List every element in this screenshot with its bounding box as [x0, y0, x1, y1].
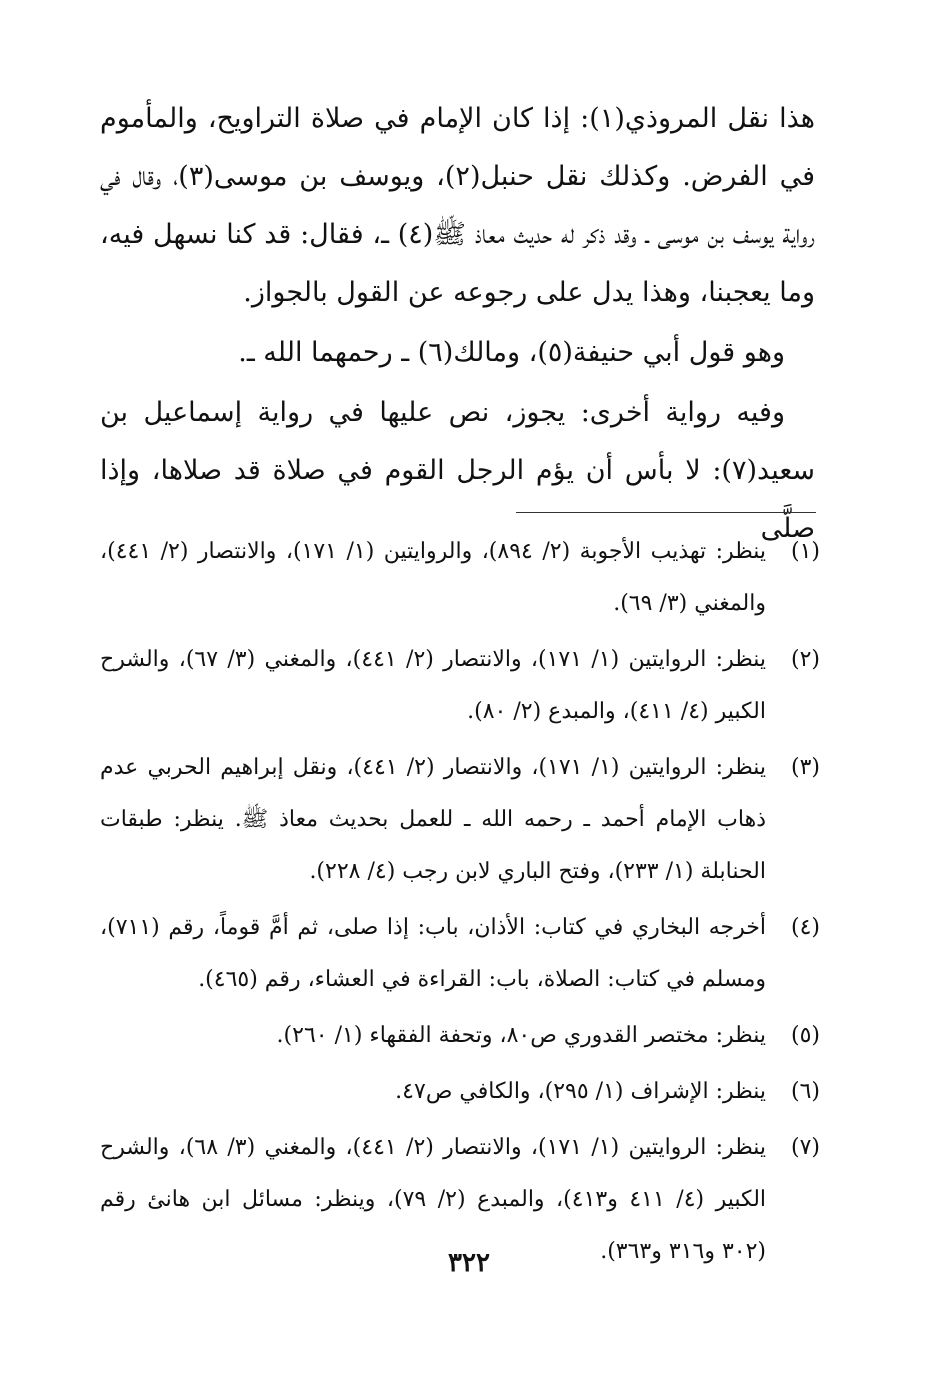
footnote-6: [100, 1066, 820, 1118]
footnote-number: (٤): [790, 915, 820, 940]
footnote-text: ينظر: الروايتين (١/ ١٧١)، والانتصار (٢/ ٤٤١)، والمغني (٣/ ٦٧)، والشرح الكبير (٤/ ٤١١)، والمبدع (٢/ ٨٠).: [100, 647, 767, 724]
footnote-number: (٧): [790, 1135, 820, 1160]
footnote-text: أخرجه البخاري في كتاب: الأذان، باب: إذا صلى، ثم أمَّ قوماً، رقم (٧١١)، ومسلم في كتاب: الصلاة، باب: القراءة في العشاء، رقم (٤٦٥).: [100, 915, 766, 992]
footnote-number: (٢): [790, 647, 820, 672]
footnote-2: [100, 634, 820, 738]
paragraph-1: هذا نقل المروذي(١): إذا كان الإمام في صلاة التراويح، والمأموم في الفرض. وكذلك نقل حنبل(٢)، ويوسف بن موسى(٣)، وقال في رواية يوسف بن موسى ـ وقد ذكر له حديث معاذ ﷺ(٤) ـ، فقال: قد كنا نسهل فيه، وما يعجبنا، وهذا يدل على رجوعه عن القول بالجواز.: [100, 103, 815, 308]
paragraph-3: وفيه رواية أخرى: يجوز، نص عليها في رواية إسماعيل بن سعيد(٧): لا بأس أن يؤم الرجل القوم في صلاة قد صلاها، وإذا صلَّى: [100, 397, 815, 544]
paragraph-2: وهو قول أبي حنيفة(٥)، ومالك(٦) ـ رحمهما الله ـ.: [238, 337, 785, 368]
footnote-4: [100, 902, 820, 1006]
footnote-3: [100, 742, 820, 898]
footnote-text: ينظر: الروايتين (١/ ١٧١)، والانتصار (٢/ ٤٤١)، ونقل إبراهيم الحربي عدم ذهاب الإمام أحمد ـ رحمه الله ـ للعمل بحديث معاذ ﷺ. ينظر: طبقات الحنابلة (١/ ٢٣٣)، وفتح الباري لابن رجب (٤/ ٢٢٨).: [100, 755, 767, 884]
footnote-text: ينظر: مختصر القدوري ص٨٠، وتحفة الفقهاء (١/ ٢٦٠).: [276, 1023, 766, 1048]
footnote-number: (٦): [790, 1079, 820, 1104]
footnote-5: [100, 1010, 820, 1062]
footnotes: [100, 526, 820, 1282]
footnote-number: (٥): [790, 1023, 820, 1048]
footnote-separator: [516, 512, 816, 513]
footnote-text: ينظر: الروايتين (١/ ١٧١)، والانتصار (٢/ ٤٤١)، والمغني (٣/ ٦٨)، والشرح الكبير (٤/ ٤١١ و٤١٣)، والمبدع (٢/ ٧٩)، وينظر: مسائل ابن هانئ رقم (٣٠٢ و٣١٦ و٣٦٣).: [100, 1135, 767, 1264]
footnote-1: [100, 526, 820, 630]
main-text: [100, 90, 815, 558]
footnote-text: ينظر: تهذيب الأجوبة (٢/ ٨٩٤)، والروايتين (١/ ١٧١)، والانتصار (٢/ ٤٤١)، والمغني (٣/ ٦٩).: [100, 539, 767, 616]
footnote-text: ينظر: الإشراف (١/ ٢٩٥)، والكافي ص٤٧.: [395, 1079, 766, 1104]
footnote-number: (١): [790, 539, 820, 564]
footnote-number: (٣): [790, 755, 820, 780]
page-number: ٣٢٢: [448, 1248, 490, 1278]
